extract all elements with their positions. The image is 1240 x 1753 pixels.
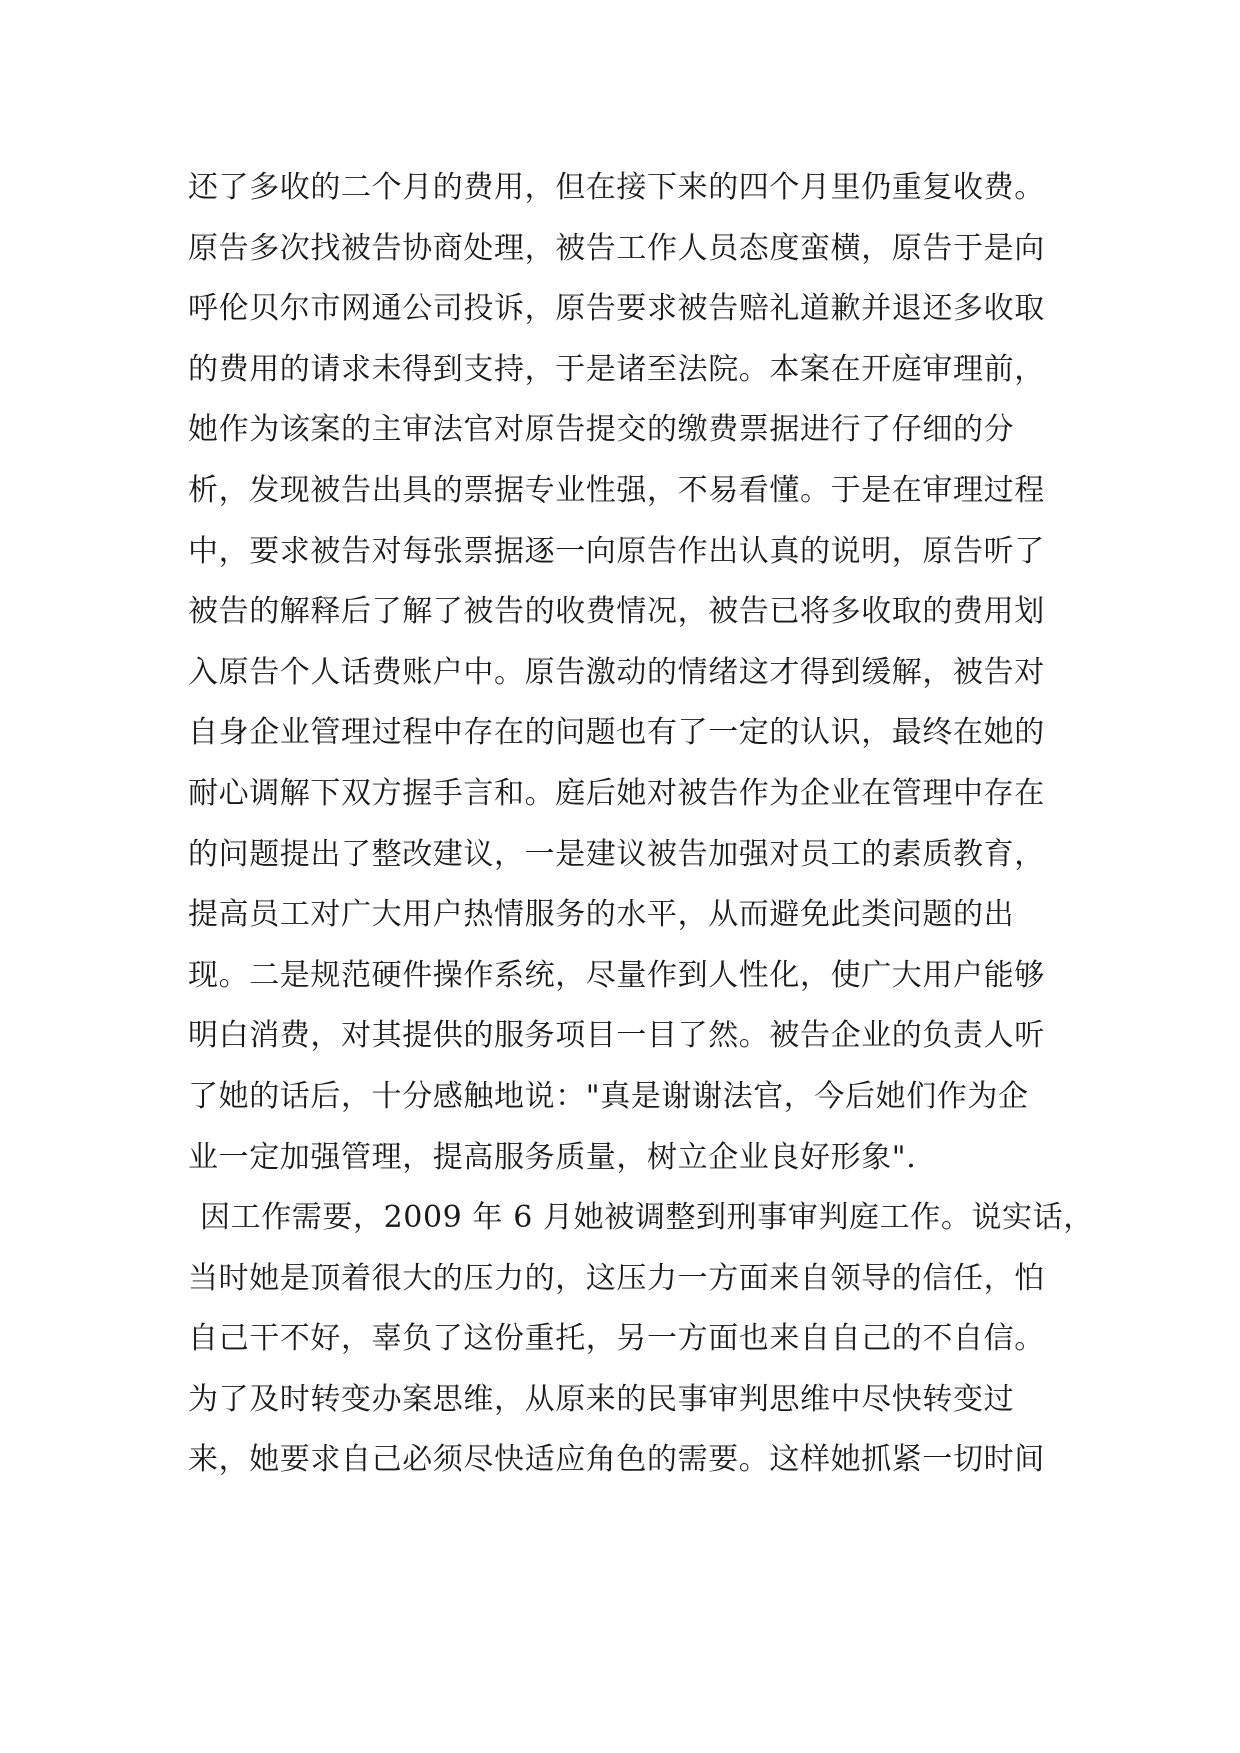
text-line: 呼伦贝尔市网通公司投诉，原告要求被告赔礼道歉并退还多收取 [188,291,1045,327]
body-text [188,158,1094,1491]
text-line: 来，她要求自己必须尽快适应角色的需要。这样她抓紧一切时间 [188,1442,1045,1478]
text-line: 现。二是规范硬件操作系统，尽量作到人性化，使广大用户能够 [188,957,1045,993]
text-line: 了她的话后，十分感触地说："真是谢谢法官，今后她们作为企 [188,1078,1029,1114]
text-line: 原告多次找被告协商处理，被告工作人员态度蛮横，原告于是向 [188,230,1045,266]
text-line: 的费用的请求未得到支持，于是诸至法院。本案在开庭审理前， [188,351,1045,387]
text-line: 还了多收的二个月的费用，但在接下来的四个月里仍重复收费。 [188,170,1045,205]
text-line: 自身企业管理过程中存在的问题也有了一定的认识，最终在她的 [188,715,1045,751]
text-line: 入原告个人话费账户中。原告激动的情绪这才得到缓解，被告对 [188,654,1045,690]
text-line: 明白消费，对其提供的服务项目一目了然。被告企业的负责人听 [188,1018,1045,1054]
text-line: 她作为该案的主审法官对原告提交的缴费票据进行了仔细的分 [188,412,1015,448]
text-line: 提高员工对广大用户热情服务的水平，从而避免此类问题的出 [188,897,1015,933]
paragraph-start-line: 因工作需要，2009 年 6 月她被调整到刑事审判庭工作。说实话， [200,1200,1094,1236]
text-line: 的问题提出了整改建议，一是建议被告加强对员工的素质教育， [188,836,1045,872]
text-line: 被告的解释后了解了被告的收费情况，被告已将多收取的费用划 [188,594,1045,630]
text-line: 业一定加强管理，提高服务质量，树立企业良好形象". [188,1139,917,1175]
text-line: 当时她是顶着很大的压力的，这压力一方面来自领导的信任，怕 [188,1260,1045,1296]
text-line: 为了及时转变办案思维，从原来的民事审判思维中尽快转变过 [188,1381,1015,1417]
text-line: 耐心调解下双方握手言和。庭后她对被告作为企业在管理中存在 [188,775,1045,811]
text-line: 自己干不好，辜负了这份重托，另一方面也来自自己的不自信。 [188,1321,1045,1357]
text-line: 中，要求被告对每张票据逐一向原告作出认真的说明，原告听了 [188,533,1045,569]
text-line: 析，发现被告出具的票据专业性强，不易看懂。于是在审理过程 [188,472,1045,508]
